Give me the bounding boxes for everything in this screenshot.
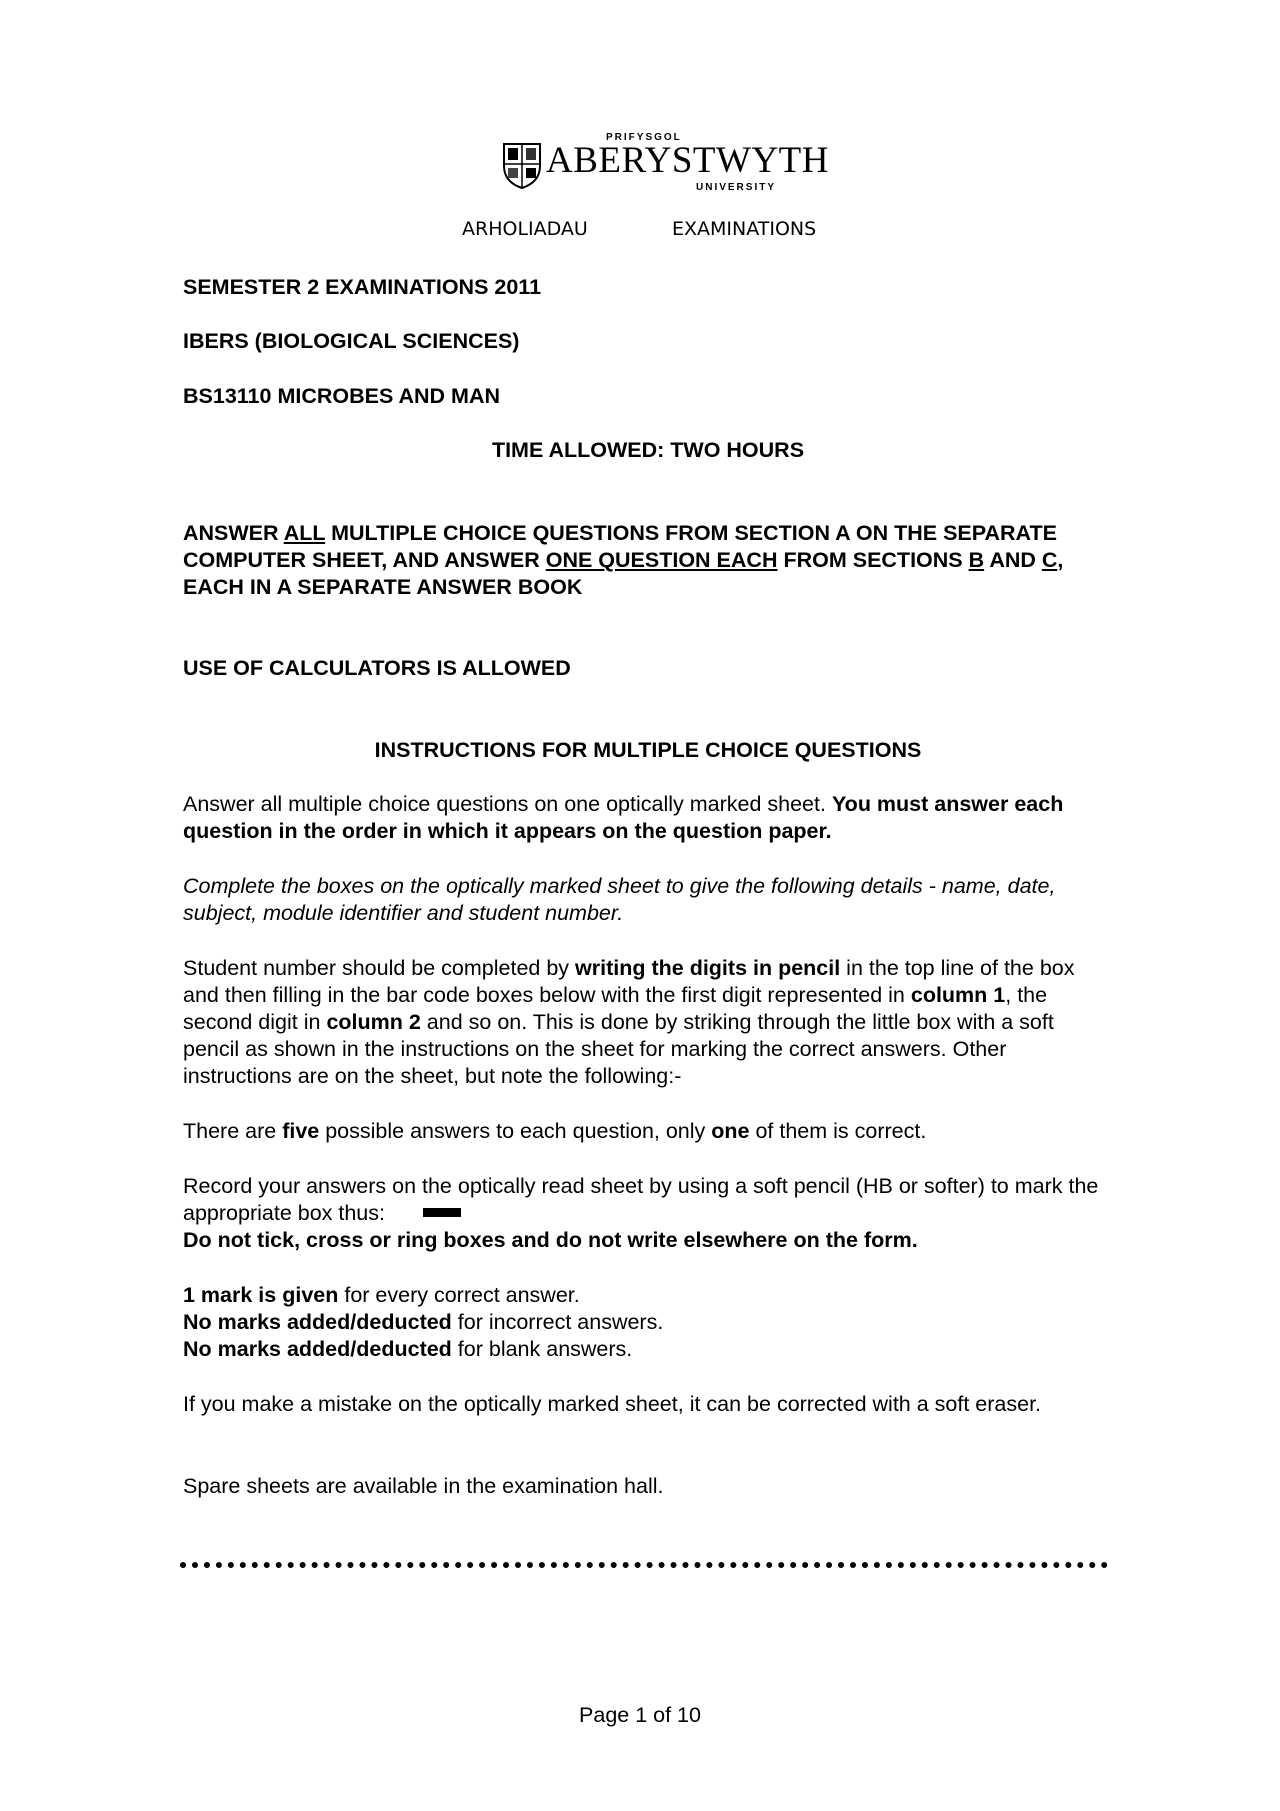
- rubric-text: ANSWER: [183, 521, 284, 545]
- crest-icon: [502, 140, 542, 190]
- rubric-underlined: B: [968, 548, 985, 572]
- paragraph-text: and so on. This is done by striking through the little box with a soft pencil as shown in the instructions on the sheet for marking the correct answers. Other instructions are on the sheet, but note the following:-: [183, 1010, 1054, 1088]
- instruction-paragraph-4: [183, 1118, 1113, 1145]
- page-number: Page 1 of 10: [579, 1703, 701, 1727]
- module-heading: BS13110 MICROBES AND MAN: [183, 384, 500, 408]
- instruction-paragraph-7: Spare sheets are available in the examination hall.: [183, 1474, 664, 1498]
- paragraph-bold-text: You must answer each question in the order in which it appears on the question paper.: [183, 792, 1064, 843]
- calculators-notice: USE OF CALCULATORS IS ALLOWED: [183, 656, 571, 680]
- university-logo: [502, 132, 829, 198]
- paragraph-text: of them is correct.: [749, 1119, 927, 1143]
- paragraph-text: possible answers to each question, only: [319, 1119, 712, 1143]
- paragraph-text: Record your answers on the optically read sheet by using a soft pencil (HB or softer) to mark the appropriate box thus:: [183, 1174, 1099, 1225]
- instructions-title: INSTRUCTIONS FOR MULTIPLE CHOICE QUESTIONS: [374, 738, 922, 762]
- logo-top-text: PRIFYSGOL: [606, 132, 682, 143]
- logo-bottom-text: UNIVERSITY: [696, 182, 777, 193]
- time-allowed: TIME ALLOWED: TWO HOURS: [491, 438, 805, 462]
- instruction-paragraph-3: [183, 955, 1113, 1090]
- marking-scheme: [183, 1282, 1113, 1363]
- paragraph-bold-text: five: [282, 1119, 320, 1143]
- paragraph-text: , the second digit in: [183, 983, 1048, 1034]
- rubric-text: , EACH IN A SEPARATE ANSWER BOOK: [183, 548, 1064, 599]
- paragraph-bold-text: column 2: [326, 1010, 421, 1034]
- marks-text: for incorrect answers.: [451, 1310, 664, 1334]
- rubric-text: MULTIPLE CHOICE QUESTIONS FROM SECTION A ON THE SEPARATE COMPUTER SHEET, AND ANSWER: [183, 521, 1057, 572]
- semester-heading: SEMESTER 2 EXAMINATIONS 2011: [183, 275, 542, 299]
- rubric-text: AND: [984, 548, 1042, 572]
- marked-box-example: [423, 1208, 461, 1217]
- marks-text: for every correct answer.: [338, 1283, 580, 1307]
- subheader-english: EXAMINATIONS: [672, 218, 817, 240]
- paragraph-text: There are: [183, 1119, 283, 1143]
- subheader-welsh: ARHOLIADAU: [462, 218, 588, 240]
- instruction-paragraph-1: [183, 791, 1113, 845]
- marks-bold: No marks added/deducted: [183, 1337, 452, 1361]
- rubric-text: FROM SECTIONS: [777, 548, 969, 572]
- paragraph-text: in the top line of the box and then filling in the bar code boxes below with the first digit represented in: [183, 956, 1075, 1007]
- department-heading: IBERS (BIOLOGICAL SCIENCES): [183, 329, 520, 353]
- rubric-underlined: C: [1041, 548, 1058, 572]
- logo-main-text: ABERYSTWYTH: [546, 140, 829, 181]
- instruction-paragraph-5: [183, 1173, 1113, 1254]
- paragraph-text: Answer all multiple choice questions on one optically marked sheet.: [183, 792, 832, 816]
- marks-bold: No marks added/deducted: [183, 1310, 452, 1334]
- paragraph-bold-text: column 1: [910, 983, 1006, 1007]
- dotted-divider: [180, 1562, 1108, 1568]
- instruction-paragraph-6: If you make a mistake on the optically marked sheet, it can be corrected with a soft eraser.: [183, 1392, 1042, 1416]
- rubric-instructions: [183, 520, 1113, 601]
- paragraph-bold-text: one: [711, 1119, 750, 1143]
- paragraph-bold-text: writing the digits in pencil: [575, 956, 841, 980]
- rubric-underlined: ONE QUESTION EACH: [545, 548, 778, 572]
- marks-bold: 1 mark is given: [183, 1283, 339, 1307]
- rubric-underlined: ALL: [283, 521, 326, 545]
- marks-text: for blank answers.: [451, 1337, 633, 1361]
- paragraph-bold-text: Do not tick, cross or ring boxes and do not write elsewhere on the form.: [183, 1228, 918, 1252]
- instruction-paragraph-2: Complete the boxes on the optically marked sheet to give the following details - name, date, subject, module identifier and student number.: [183, 874, 1056, 925]
- paragraph-text: Student number should be completed by: [183, 956, 576, 980]
